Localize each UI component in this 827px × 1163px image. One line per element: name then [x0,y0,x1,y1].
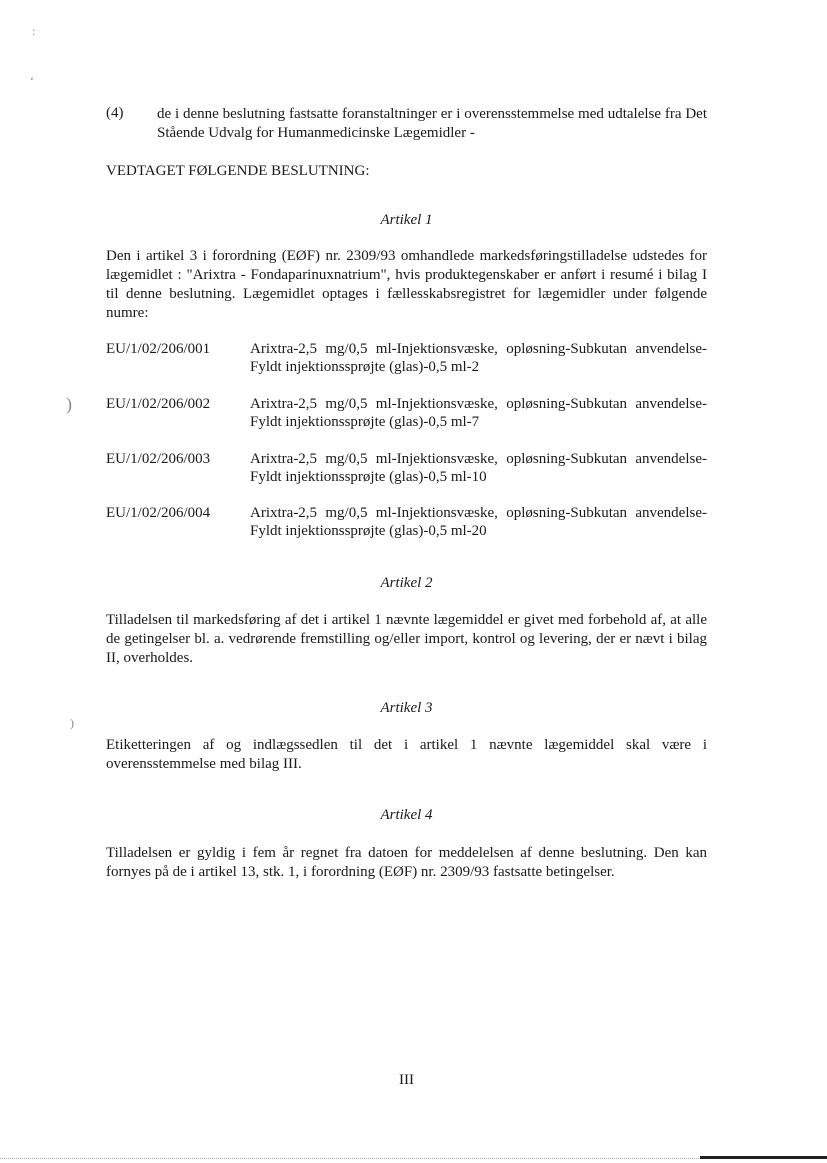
article-1-text: Den i artikel 3 i forordning (EØF) nr. 2309/93 omhandlede markedsføringstilladelse udstedes for lægemidlet : "Arixtra - Fondaparinuxnatrium", hvis produktegenskaber er anført i resumé i bilag I til denne beslutning. Lægemidlet optages i fællesskabsregistret for lægemidler under følgende numre: [106,248,707,321]
scan-speck: ‘ [30,74,34,88]
article-2-text: Tilladelsen til markedsføring af det i artikel 1 nævnte lægemiddel er givet med forbehold af, at alle de getingelser bl. a. vedrørende fremstilling og/eller import, kontrol og levering, der er nævt i bilag II, overholdes. [106,612,707,666]
recital-text: de i denne beslutning fastsatte foranstaltninger er i overensstemmelse med udtalelse fra Det Stående Udvalg for Humanmedicinske Lægemidler - [157,106,707,141]
product-code: EU/1/02/206/002 [106,396,211,412]
page-number: III [399,1072,414,1088]
scan-speck: : [32,24,36,38]
product-description: Arixtra-2,5 mg/0,5 ml-Injektionsvæske, opløsning-Subkutan anvendelse-Fyldt injektionssprøjte (glas)-0,5 ml-7 [250,396,707,430]
recital-number: (4) [106,105,124,121]
scan-mark: ) [70,716,74,730]
product-code: EU/1/02/206/003 [106,451,211,467]
product-description: Arixtra-2,5 mg/0,5 ml-Injektionsvæske, opløsning-Subkutan anvendelse-Fyldt injektionssprøjte (glas)-0,5 ml-10 [250,451,707,485]
scan-mark: ) [66,394,72,414]
article-4-title: Artikel 4 [380,807,433,823]
article-4-text: Tilladelsen er gyldig i fem år regnet fra datoen for meddelelsen af denne beslutning. Den kan fornyes på de i artikel 13, stk. 1, i forordning (EØF) nr. 2309/93 fastsatte betingelser. [106,845,707,880]
article-3-title: Artikel 3 [380,700,433,716]
product-code: EU/1/02/206/001 [106,341,211,357]
product-code: EU/1/02/206/004 [106,505,211,521]
article-2-title: Artikel 2 [380,575,433,591]
decision-heading: VEDTAGET FØLGENDE BESLUTNING: [106,163,370,179]
article-1-title: Artikel 1 [380,212,433,228]
article-3-text: Etiketteringen af og indlægssedlen til det i artikel 1 nævnte lægemiddel skal være i overensstemmelse med bilag III. [106,737,707,772]
product-description: Arixtra-2,5 mg/0,5 ml-Injektionsvæske, opløsning-Subkutan anvendelse-Fyldt injektionssprøjte (glas)-0,5 ml-20 [250,505,707,539]
product-description: Arixtra-2,5 mg/0,5 ml-Injektionsvæske, opløsning-Subkutan anvendelse-Fyldt injektionssprøjte (glas)-0,5 ml-2 [250,341,707,375]
scan-edge-bar [700,1156,827,1159]
